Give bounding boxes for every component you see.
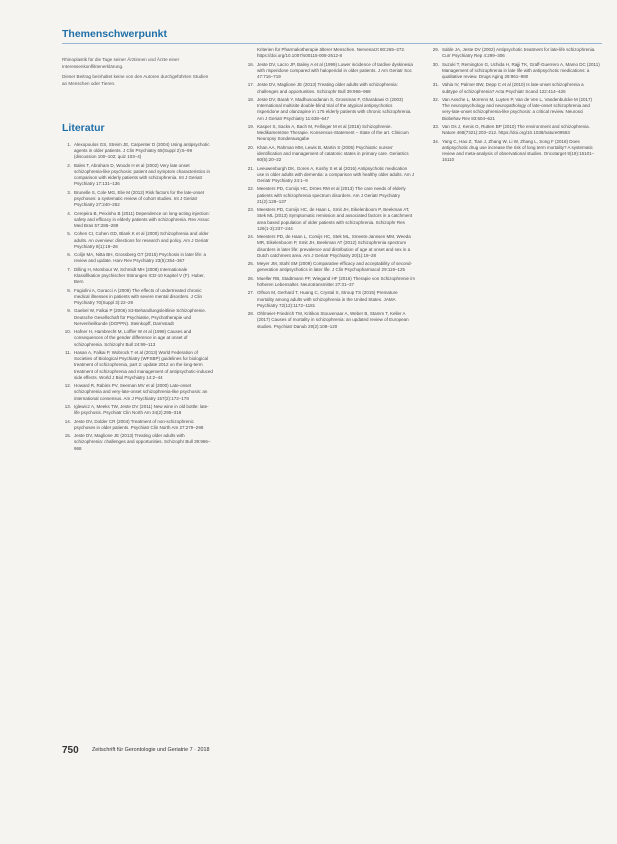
reference-number: 32. (432, 96, 439, 102)
reference-number: 30. (432, 61, 439, 67)
reference-text: Kriterien für Pharmakotherapie älterer Menschen. Nervenarzt 80:265–272. https://doi.org/10.1007/s00115-008-2612-8 (257, 47, 406, 59)
reference-text: Dilling H, Mombour W, Schmidt MH (2008) Internationale Klassifikation psychischer Störungen ICD-10 Kapitel V (F). Huber, Bern (74, 266, 205, 285)
intro-paragraph: Rhinoplastik für die Tage seiner Ärztinnen und Ärzte einer Interessenkonfliktenerklärung. (62, 57, 180, 69)
reference-number: 6. (67, 252, 71, 258)
page-footer (62, 745, 602, 765)
reference-item (245, 97, 415, 122)
reference-column-3 (430, 47, 600, 166)
reference-item (245, 82, 415, 94)
reference-number: 16. (247, 61, 254, 67)
reference-item (62, 404, 214, 416)
reference-column-2 (245, 47, 415, 332)
reference-text: Fagiolini A, Goracci A (2009) The effects of undertreated chronic medical illnesses in patients with severe mental disorders. J Clin Psychiatry 70(Suppl 3):22–29 (74, 287, 203, 305)
reference-number: 2. (67, 162, 71, 168)
reference-item (62, 211, 214, 230)
reference-text: Kasper S, Sacks A, Bach M, Fellinger M et al (2016) Schizophrenie. Medikamentöse Therapie. Konsensus-Statement – State of the art. Clinicum Neuropsy Sonderausgabe (257, 123, 409, 142)
reference-number: 7. (67, 266, 71, 272)
reference-number: 11. (65, 349, 71, 355)
reference-text: Meesters PD, Comijs HC, Dröes RM et al (2013) The care needs of elderly patients with schizophrenia spectrum disorders. Am J Geriatr Psychiatry 21(2):129–137 (257, 186, 406, 204)
reference-item (245, 276, 415, 288)
reference-number (245, 47, 257, 59)
reference-number: 31. (432, 82, 439, 88)
reference-text: Bales T, Abraham D, Woods H et al (2002) Very late onset schizophrenia-like psychosis: patient and symptom characteristics in comparison with elderly patients with schizophrenia. Int J Geriatr Psychiatry 17:131–136 (74, 162, 211, 187)
reference-number: 18. (247, 96, 254, 102)
header-rule (62, 43, 602, 44)
reference-item (62, 267, 214, 286)
reference-item (62, 419, 214, 431)
reference-item (430, 124, 600, 136)
reference-text: Jeste DV, Lacro JP, Bailey A et al (1999) Lower incidence of tardive dyskinesia with risperidone compared with haloperidol in older patients. J Am Geriatr Soc 47:716–719 (257, 61, 413, 79)
reference-number: 24. (247, 234, 254, 240)
reference-number: 5. (67, 231, 71, 237)
reference-text: Suzuki T, Remington G, Uchida H, Rajji TK, Graff-Guerrero A, Mamo DC (2011) Management of schizophrenia in late life with antipsychotic medications: a qualitative review. Drugs Aging 28:961–980 (442, 61, 600, 79)
reference-item (245, 47, 415, 59)
reference-number: 4. (67, 210, 71, 216)
section-label: Themenschwerpunkt (62, 28, 168, 40)
reference-number: 20. (247, 144, 254, 150)
reference-item (245, 207, 415, 232)
reference-item (245, 290, 415, 309)
reference-number: 14. (64, 418, 71, 424)
reference-item (430, 62, 600, 81)
reference-text: Mueller RB, Stadtmann PF, Wiegand HF (2016) Therapie von Schizophrenie im höheren Lebensalter. Neurotransmitter 27:31–37 (257, 275, 415, 287)
reference-number: 17. (247, 82, 254, 88)
page-number: 750 (62, 745, 79, 756)
reference-number: 27. (247, 290, 254, 296)
reference-number: 13. (64, 403, 71, 409)
reference-text: Vahia IV, Palmer BW, Depp C et al (2010) Is late-onset schizophrenia a subtype of schizophrenia? Acta Psychiatr Scand 122:414–426 (442, 82, 584, 94)
reference-text: Meyer JM, Stahl SM (2009) Comparative efficacy and acceptability of second-generation antipsychotics in later life. J Clin Psychopharmacol 29:119–125 (257, 261, 412, 273)
reference-item (62, 190, 214, 209)
reference-item (430, 97, 600, 122)
reference-item (62, 383, 214, 402)
literature-heading: Literatur (62, 122, 105, 134)
reference-column-1 (62, 142, 214, 454)
reference-number: 12. (64, 383, 71, 389)
reference-text: Van Assche L, Morrens M, Luyten P, Van de Ven L, Vandenbulcke M (2017) The neuropsychology and neuropathology of late-onset schizophrenia and very-late-onset schizophrenia-like psychosis: a critical review. Neurosci Biobehav Rev 83:604–621 (442, 96, 593, 121)
journal-citation: Zeitschrift für Gerontologie und Geriatrie 7 · 2018 (92, 747, 210, 753)
reference-number: 21. (247, 165, 254, 171)
reference-item (62, 433, 214, 452)
intro-paragraph: Dieser Beitrag beinhaltet keine von den Autoren durchgeführten Studien an Menschen oder Tieren. (62, 74, 209, 86)
reference-text: Jeste DV, Barak Y, Madhusoodanan S, Grossman F, Gharabawi G (2003) International multisite double-blind trial of the atypical antipsychotics risperidone and olanzapine in 175 elderly patients with chronic schizophrenia. Am J Geriatr Psychiatry 11:638–647 (257, 96, 412, 121)
reference-text: Jeste DV, Dolder CR (2004) Treatment of non-schizophrenic psychoses in older patients. Psychiatr Clin North Am 27:279–298 (74, 418, 204, 430)
reference-number: 25. (247, 261, 254, 267)
reference-item (245, 311, 415, 330)
reference-text: Hafner H, Hambrecht M, Loffler W et al (1998) Causes and consequences of the gender difference in age at onset of schizophrenia. Schizophr Bull 24:99–113 (74, 329, 192, 347)
reference-number: 1. (67, 142, 71, 147)
reference-text: Jeste DV, Maglione JE (2013) Treating older adults with schizophrenia: challenges and opportunities. Schizophr Bull 39:966–968 (257, 82, 398, 94)
reference-text: Hasan A, Falkai P, Wobrock T et al (2013) World Federation of Societies of Biological Psychiatry (WFSBP) guidelines for biological treatment of schizophrenia, part 2: update 2012 on the long-term treatment of schizophrenia and management of antipsychotic-induced side effects. World J Biol Psychiatry 14:2–44 (74, 349, 213, 380)
reference-item (62, 142, 214, 161)
reference-text: Sable JA, Jeste DV (2002) Antipsychotic treatment for late-life schizophrenia. Curr Psychiatry Rep 4:299–306 (442, 47, 596, 59)
reference-item (245, 145, 415, 164)
reference-item (62, 163, 214, 188)
reference-item (245, 261, 415, 273)
reference-text: Iglewicz A, Meeks TW, Jeste DV (2011) New wine in old bottle: late-life psychosis. Psychiatr Clin North Am 34(2):295–318 (74, 403, 209, 416)
reference-text: Khan AA, Rahman MM, Lewis B, Martin S (2005) Psychiatric nurses' identification and management of catatonic states in primary care. Geriatrics 60(5):20–22 (257, 144, 409, 163)
reference-number: 28. (247, 311, 254, 317)
reference-text: Cohen CI, Cohen GD, Blank K et al (2000) Schizophrenia and older adults. An overview: directions for research and policy. Am J Geriatr Psychiatry 8(1):19–28 (74, 231, 209, 249)
reference-number: 22. (247, 186, 254, 192)
reference-number: 26. (247, 275, 254, 281)
reference-text: Yang C, Hao Z, Tian J, Zhang W, Li W, Zhang L, Song F (2018) Does antipsychotic drug use increase the risk of long term mortality? A systematic review and meta-analysis of observational studies. Oncotarget 9(19):15101–15110 (442, 138, 595, 163)
reference-number: 19. (247, 123, 254, 129)
reference-text: Brunelle S, Cole MG, Elie M (2012) Risk factors for the late-onset psychoses: a systematic review of cohort studies. Int J Geriatr Psychiatry 27:240–252 (74, 189, 205, 208)
reference-item (62, 350, 214, 381)
reference-text: Gaebel W, Falkai P (2006) S3-Behandlungsleitlinie Schizophrenie. Deutsche Gesellschaft für Psychiatrie, Psychotherapie und Nervenheilkunde (DGPPN). Steinkopff, Darmstadt (74, 308, 206, 326)
reference-item (245, 234, 415, 259)
reference-number: 33. (432, 123, 439, 129)
reference-text: Howard R, Rabins PV, Seeman MV et al (2000) Late-onset schizophrenia and very-late-onset schizophrenia-like psychosis: an international consensus. Am J Psychiatry 157(2):172–178 (74, 383, 208, 401)
reference-number: 9. (67, 308, 71, 314)
reference-text: Meesters PD, de Haan L, Comijs HC, Stek ML, Smeets-Janssen MM, Weeda MR, Eikelenboom P, Smit JH, Beekman AT (2012) Schizophrenia spectrum disorders in later life: prevalence and distribution of age at onset and sex in a Dutch catchment area. Am J Geriatr Psychiatry 20(1):18–28 (257, 234, 411, 258)
reference-text: Van Os J, Kenis G, Rutten BP (2010) The environment and schizophrenia. Nature 468(7321):203–212. https://doi.org/10.1038/nature09563 (442, 123, 590, 136)
reference-number: 15. (64, 433, 71, 439)
intro-block (62, 57, 214, 91)
reference-text: Olfson M, Gerhard T, Huang C, Crystal S, Stroup TS (2015) Premature mortality among adults with schizophrenia in the United States. JAMA Psychiatry 72(12):1172–1181 (257, 290, 398, 308)
reference-item (62, 252, 214, 264)
reference-number: 23. (247, 207, 254, 213)
reference-item (245, 62, 415, 81)
reference-number: 8. (67, 287, 71, 293)
reference-number: 29. (432, 47, 439, 52)
reference-item (62, 308, 214, 327)
reference-text: Meesters PD, Comijs HC, de Haan L, Smit JH, Eikelenboom P, Beekman AT, Stek ML (2013) Symptomatic remission and associated factors in a catchment area based population of older patients with schizophrenia. Schizophr Res 126(1-3):237–244 (257, 207, 413, 231)
reference-text: Leeuwenburgh DK, Goren A, Koshy S et al (2016) Antipsychotic medication use in older adults with dementia: a comparison with healthy older adults. Am J Geriatr Psychiatry 24:1–9 (257, 165, 415, 183)
reference-number: 10. (64, 329, 71, 335)
reference-number: 34. (432, 138, 439, 144)
reference-item (430, 139, 600, 164)
reference-item (245, 124, 415, 143)
reference-item (430, 47, 600, 59)
reference-item (62, 231, 214, 250)
reference-number: 3. (67, 189, 71, 195)
reference-text: Jeste DV, Maglione JE (2013) Treating older adults with schizophrenia: challenges and opportunities. Schizophr Bull 39:966–968 (74, 433, 211, 451)
reference-text: Alexopoulos GS, Streim JE, Carpenter D (2004) Using antipsychotic agents in older patients. J Clin Psychiatry 65(Suppl 2):5–99 (discussion 100–102; quiz 103–4) (74, 142, 210, 160)
reference-item (62, 329, 214, 348)
reference-text: Ohlmeier-Friedrich TM, Kritikos Stouvenaar A, Weber B, Stamm T, Keller A (2017) Causes of mortality in schizophrenia: an updated review of European studies. Psychiatr Danub 29(2):108–120 (257, 311, 409, 329)
reference-text: Cerejeira B, Peixinho B (2011) Dependence on long-acting injection: safety and efficacy in elderly patients with schizophrenia. Rev Assoc Med Bras 57:285–289 (74, 210, 210, 228)
reference-item (430, 82, 600, 94)
reference-text: Colijn MA, Nitta BH, Grossberg GT (2015) Psychosis in later life: a review and update. Harv Rev Psychiatry 23(5):354–367 (74, 252, 206, 264)
reference-item (245, 166, 415, 185)
reference-item (245, 186, 415, 205)
reference-item (62, 288, 214, 307)
